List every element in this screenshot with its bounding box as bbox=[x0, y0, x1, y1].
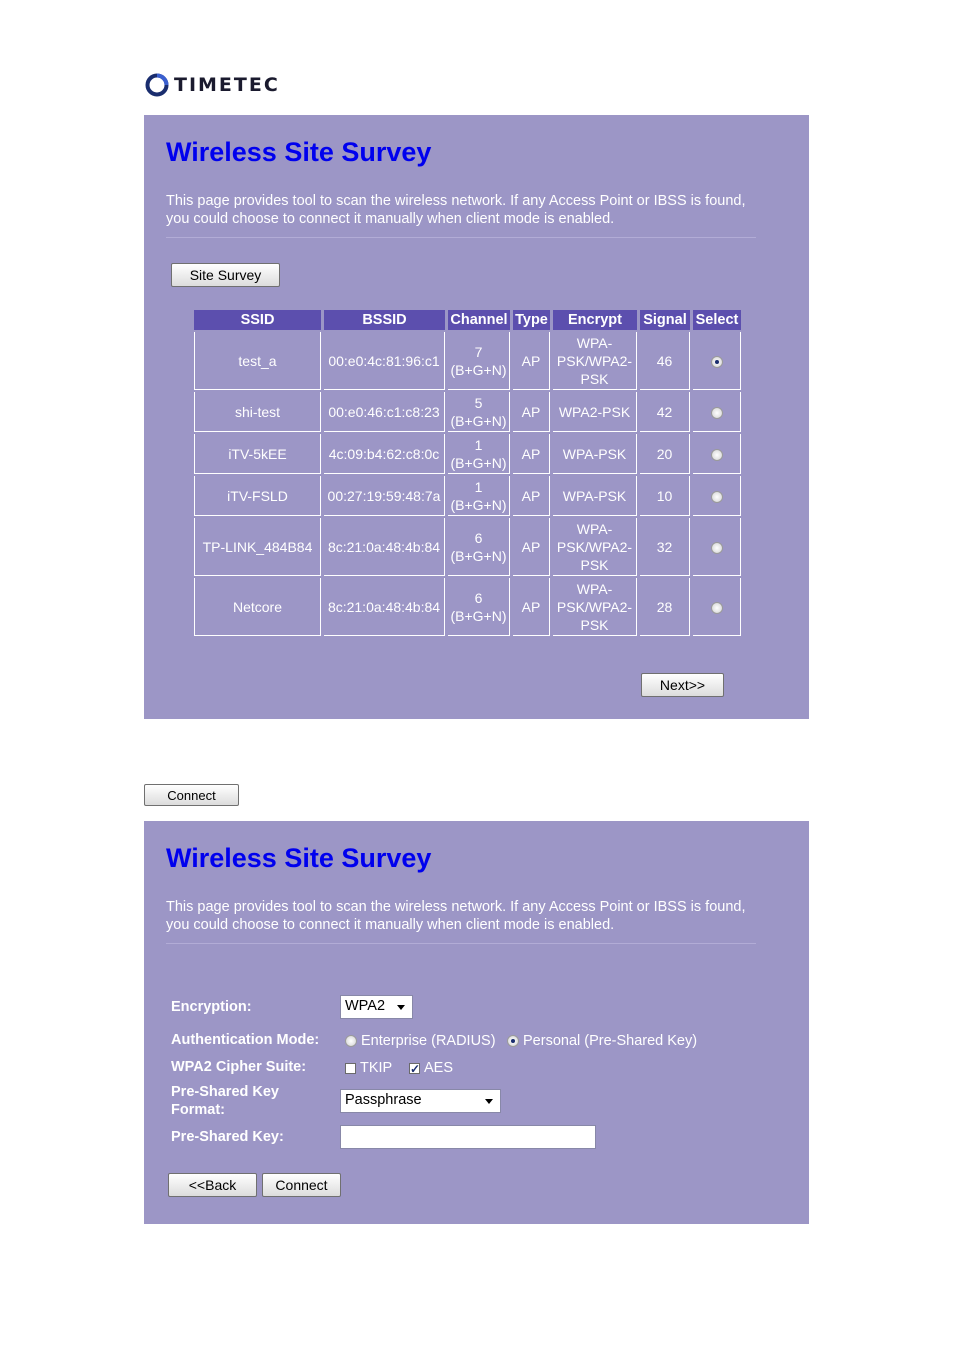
encryption-value: WPA2 bbox=[345, 998, 386, 1014]
cell-bssid: 00:e0:4c:81:96:c1 bbox=[324, 332, 445, 390]
cell-bssid: 8c:21:0a:48:4b:84 bbox=[324, 578, 445, 636]
auth-personal-radio[interactable] bbox=[507, 1035, 519, 1047]
cell-bssid: 00:27:19:59:48:7a bbox=[324, 476, 445, 516]
cell-type: AP bbox=[513, 518, 550, 576]
divider bbox=[166, 943, 756, 944]
channel-number: 6 bbox=[474, 589, 483, 606]
cell-ssid: test_a bbox=[194, 332, 321, 390]
table-header-row bbox=[194, 310, 741, 330]
cell-channel bbox=[448, 578, 510, 636]
site-survey-panel bbox=[144, 115, 809, 719]
auth-personal-option[interactable] bbox=[507, 1032, 697, 1050]
select-radio[interactable] bbox=[711, 602, 723, 614]
back-button[interactable]: <<Back bbox=[168, 1173, 257, 1197]
column-header-encrypt: Encrypt bbox=[553, 310, 637, 330]
select-radio[interactable] bbox=[711, 407, 723, 419]
cell-encrypt: WPA-PSK bbox=[553, 476, 637, 516]
tkip-checkbox[interactable] bbox=[345, 1063, 356, 1074]
psk-input[interactable] bbox=[340, 1125, 596, 1149]
select-radio[interactable] bbox=[711, 356, 723, 368]
cell-select bbox=[693, 518, 741, 576]
select-radio[interactable] bbox=[711, 542, 723, 554]
aes-label: AES bbox=[424, 1060, 454, 1076]
cell-type: AP bbox=[513, 476, 550, 516]
auth-enterprise-label: Enterprise (RADIUS) bbox=[361, 1033, 496, 1049]
cipher-tkip-option[interactable] bbox=[345, 1059, 392, 1077]
column-header-type: Type bbox=[513, 310, 550, 330]
cell-encrypt: WPA-PSK/WPA2-PSK bbox=[553, 578, 637, 636]
column-header-channel: Channel bbox=[448, 310, 510, 330]
channel-mode: (B+G+N) bbox=[450, 496, 507, 513]
page-title: Wireless Site Survey bbox=[166, 137, 432, 167]
column-header-bssid: BSSID bbox=[324, 310, 445, 330]
channel-mode: (B+G+N) bbox=[450, 361, 507, 378]
cell-signal: 32 bbox=[640, 518, 690, 576]
cell-ssid: shi-test bbox=[194, 392, 321, 432]
psk-format-label-line1: Pre-Shared Key bbox=[171, 1084, 279, 1100]
channel-mode: (B+G+N) bbox=[450, 607, 507, 624]
cell-encrypt: WPA2-PSK bbox=[553, 392, 637, 432]
cell-ssid: TP-LINK_484B84 bbox=[194, 518, 321, 576]
page-description: This page provides tool to scan the wireless network. If any Access Point or IBSS is found, you could choose to connect it manually when client mode is enabled. bbox=[166, 899, 746, 933]
column-header-signal: Signal bbox=[640, 310, 690, 330]
connect-submit-button[interactable]: Connect bbox=[262, 1173, 341, 1197]
cell-bssid: 00:e0:46:c1:c8:23 bbox=[324, 392, 445, 432]
logo-ring-icon bbox=[145, 73, 169, 97]
cell-channel bbox=[448, 476, 510, 516]
cell-encrypt: WPA-PSK/WPA2-PSK bbox=[553, 332, 637, 390]
dropdown-arrow-icon bbox=[485, 1099, 493, 1104]
cell-bssid: 8c:21:0a:48:4b:84 bbox=[324, 518, 445, 576]
cell-channel bbox=[448, 434, 510, 474]
cell-channel bbox=[448, 518, 510, 576]
encryption-label: Encryption: bbox=[171, 999, 252, 1015]
connect-button[interactable]: Connect bbox=[144, 784, 239, 806]
dropdown-arrow-icon bbox=[397, 1005, 405, 1010]
channel-number: 1 bbox=[474, 436, 483, 453]
page-title: Wireless Site Survey bbox=[166, 843, 432, 873]
cell-select bbox=[693, 392, 741, 432]
connect-settings-panel bbox=[144, 821, 809, 1224]
select-radio[interactable] bbox=[711, 449, 723, 461]
psk-label: Pre-Shared Key: bbox=[171, 1129, 284, 1145]
cell-select bbox=[693, 332, 741, 390]
table-row bbox=[194, 434, 741, 474]
channel-number: 7 bbox=[474, 343, 483, 360]
channel-mode: (B+G+N) bbox=[450, 547, 507, 564]
cell-signal: 42 bbox=[640, 392, 690, 432]
cipher-aes-option[interactable] bbox=[409, 1059, 453, 1077]
channel-mode: (B+G+N) bbox=[450, 412, 507, 429]
cell-type: AP bbox=[513, 332, 550, 390]
cell-select bbox=[693, 578, 741, 636]
cell-encrypt: WPA-PSK/WPA2-PSK bbox=[553, 518, 637, 576]
channel-mode: (B+G+N) bbox=[450, 454, 507, 471]
channel-number: 1 bbox=[474, 478, 483, 495]
column-header-ssid: SSID bbox=[194, 310, 321, 330]
survey-table bbox=[191, 308, 744, 638]
cell-select bbox=[693, 476, 741, 516]
table-row bbox=[194, 518, 741, 576]
next-button[interactable]: Next>> bbox=[641, 673, 724, 697]
page-description: This page provides tool to scan the wireless network. If any Access Point or IBSS is found, you could choose to connect it manually when client mode is enabled. bbox=[166, 193, 746, 227]
psk-format-select[interactable] bbox=[340, 1089, 501, 1113]
table-row bbox=[194, 578, 741, 636]
psk-format-value: Passphrase bbox=[345, 1092, 422, 1108]
logo-text: TIMETEC bbox=[174, 74, 280, 96]
cell-channel bbox=[448, 392, 510, 432]
auth-enterprise-option[interactable] bbox=[345, 1032, 496, 1050]
cell-bssid: 4c:09:b4:62:c8:0c bbox=[324, 434, 445, 474]
cell-type: AP bbox=[513, 392, 550, 432]
cell-type: AP bbox=[513, 578, 550, 636]
select-radio[interactable] bbox=[711, 491, 723, 503]
table-row bbox=[194, 476, 741, 516]
channel-number: 5 bbox=[474, 394, 483, 411]
cell-ssid: Netcore bbox=[194, 578, 321, 636]
cell-channel bbox=[448, 332, 510, 390]
column-header-select: Select bbox=[693, 310, 741, 330]
psk-format-label-line2: Format: bbox=[171, 1102, 225, 1118]
encryption-select[interactable] bbox=[340, 995, 413, 1019]
cell-type: AP bbox=[513, 434, 550, 474]
psk-format-label bbox=[171, 1083, 279, 1119]
table-row bbox=[194, 392, 741, 432]
cell-signal: 10 bbox=[640, 476, 690, 516]
site-survey-button[interactable]: Site Survey bbox=[171, 263, 280, 287]
channel-number: 6 bbox=[474, 529, 483, 546]
aes-checkbox[interactable] bbox=[409, 1063, 420, 1074]
auth-mode-label: Authentication Mode: bbox=[171, 1032, 320, 1048]
cell-encrypt: WPA-PSK bbox=[553, 434, 637, 474]
cell-signal: 46 bbox=[640, 332, 690, 390]
cell-ssid: iTV-5kEE bbox=[194, 434, 321, 474]
cell-ssid: iTV-FSLD bbox=[194, 476, 321, 516]
cell-signal: 20 bbox=[640, 434, 690, 474]
divider bbox=[166, 237, 756, 238]
cell-signal: 28 bbox=[640, 578, 690, 636]
auth-enterprise-radio[interactable] bbox=[345, 1035, 357, 1047]
cipher-suite-label: WPA2 Cipher Suite: bbox=[171, 1059, 307, 1075]
cell-select bbox=[693, 434, 741, 474]
auth-personal-label: Personal (Pre-Shared Key) bbox=[523, 1033, 698, 1049]
table-row bbox=[194, 332, 741, 390]
tkip-label: TKIP bbox=[360, 1060, 393, 1076]
timetec-logo bbox=[145, 70, 280, 100]
